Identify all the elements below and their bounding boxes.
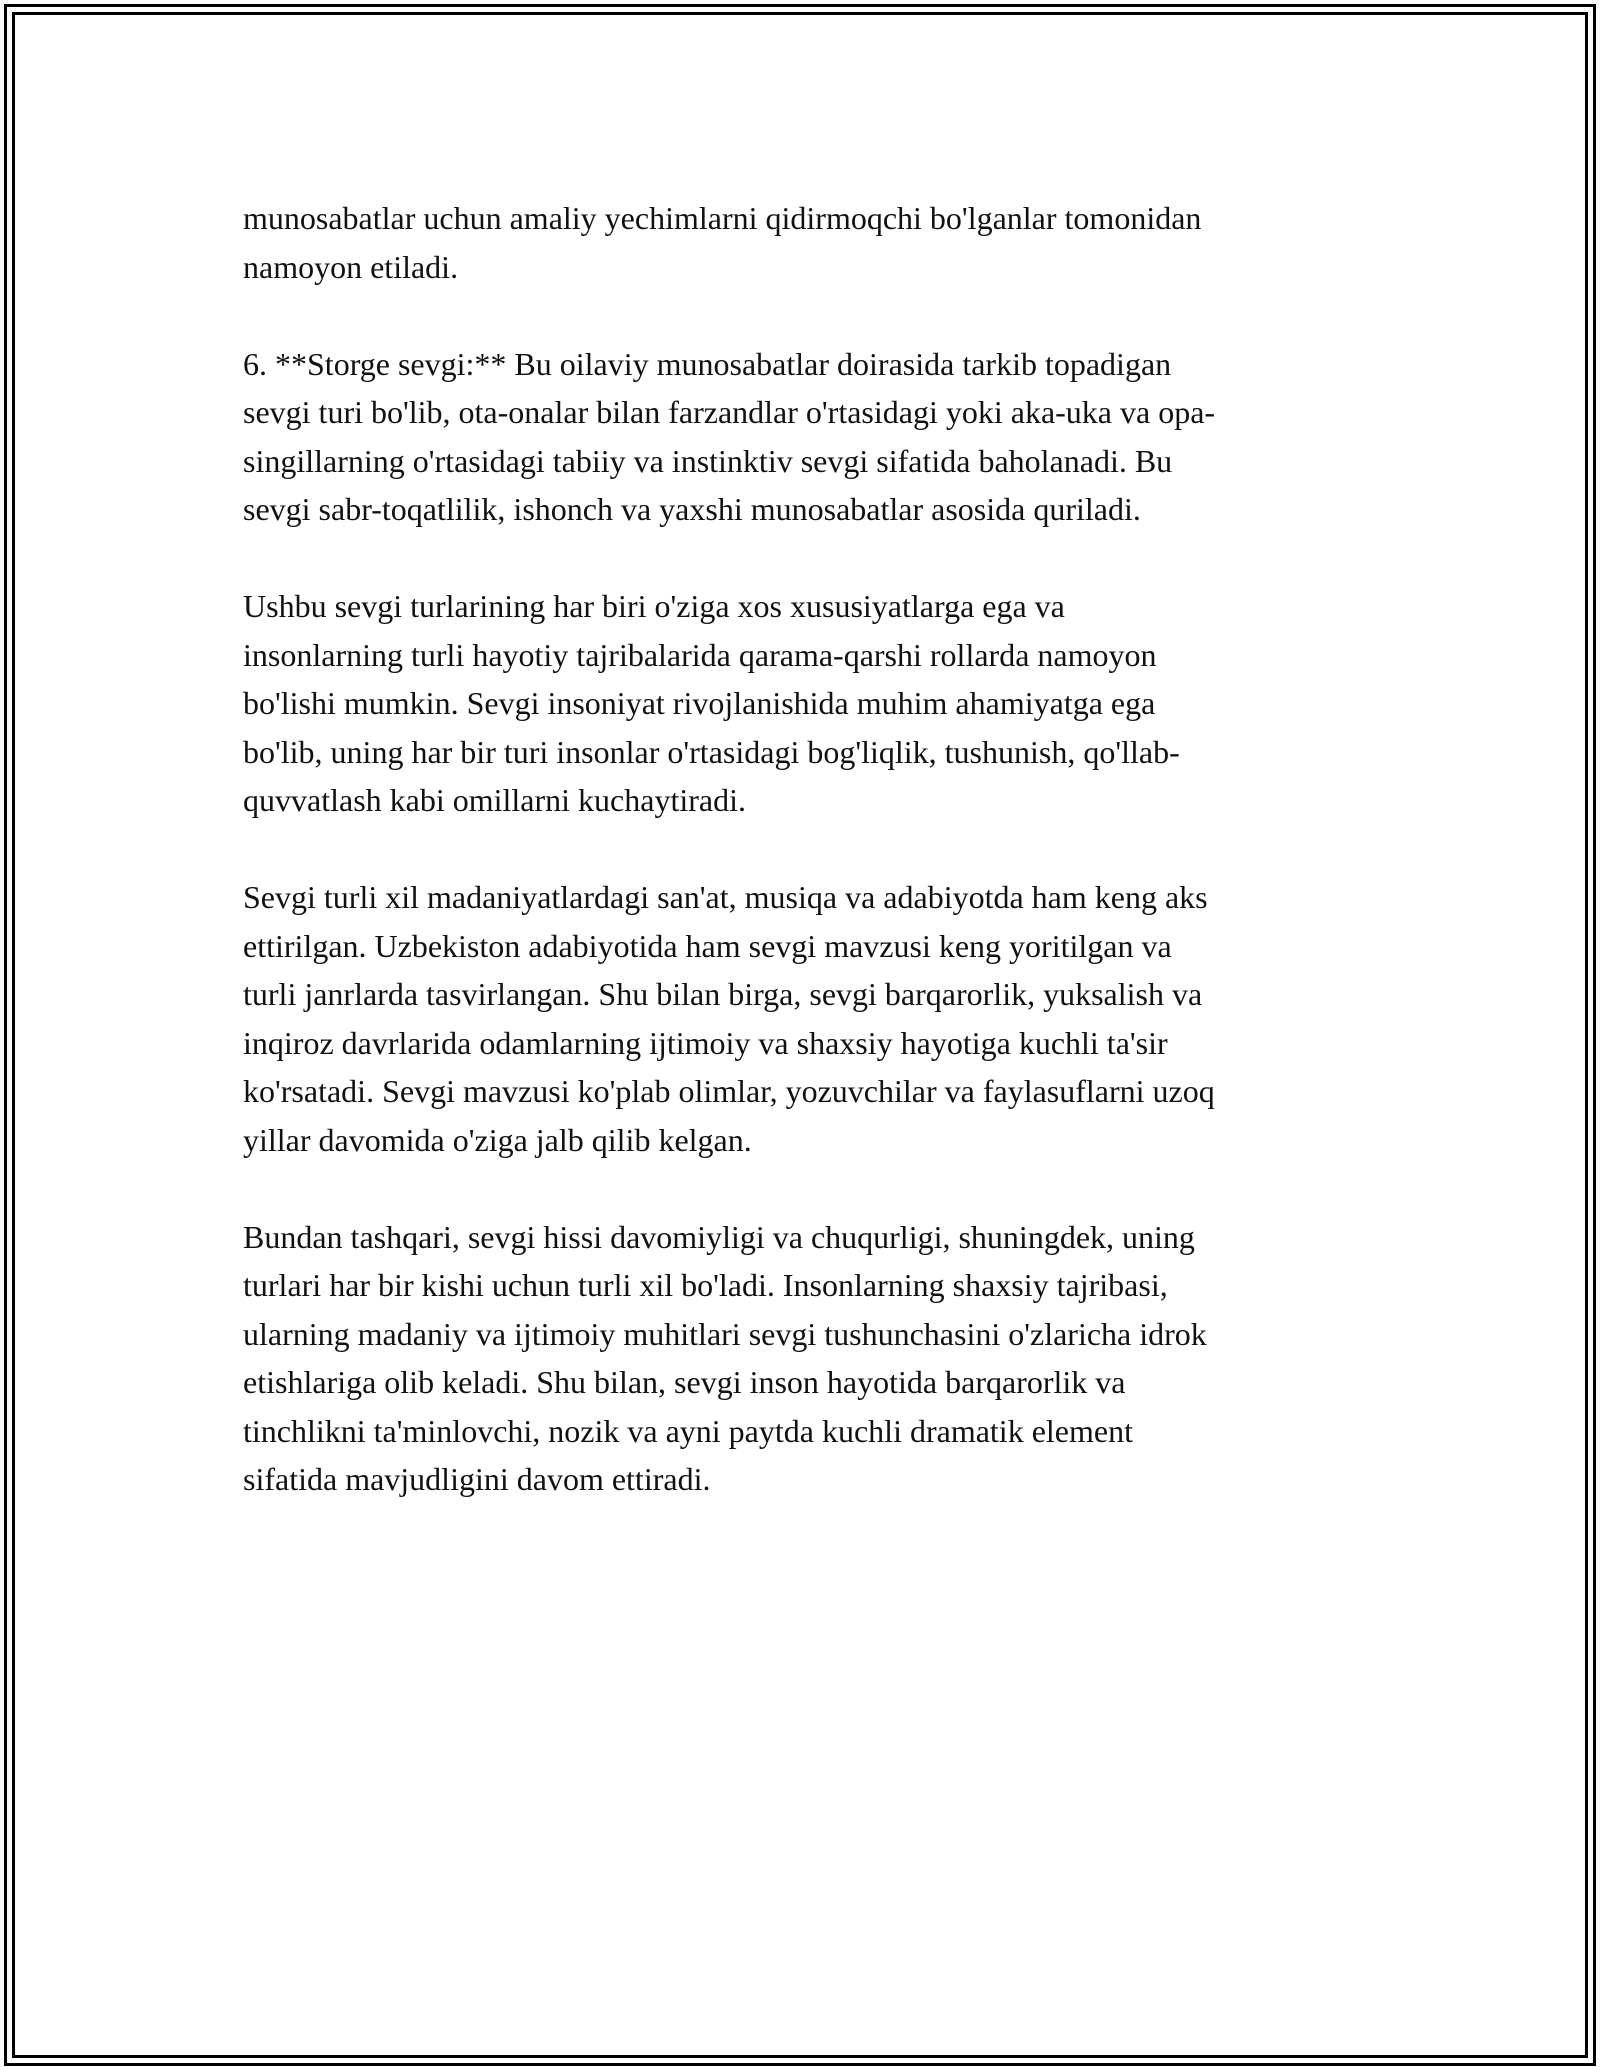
text-line: insonlarning turli hayotiy tajribalarida qarama-qarshi rollarda namoyon <box>243 636 1157 673</box>
text-line: ularning madaniy va ijtimoiy muhitlari sevgi tushunchasini o'zlaricha idrok <box>243 1315 1207 1352</box>
paragraph-spacer <box>243 1164 1367 1213</box>
text-line: singillarning o'rtasidagi tabiiy va instinktiv sevgi sifatida baholanadi. Bu <box>243 442 1173 479</box>
text-line: Bundan tashqari, sevgi hissi davomiyligi va chuqurligi, shuningdek, uning <box>243 1218 1195 1255</box>
paragraph <box>243 194 1367 291</box>
text-line: ko'rsatadi. Sevgi mavzusi ko'plab olimlar, yozuvchilar va faylasuflarni uzoq <box>243 1073 1215 1109</box>
document-text <box>243 194 1367 1504</box>
text-line: munosabatlar uchun amaliy yechimlarni qidirmoqchi bo'lganlar tomonidan <box>243 200 1202 236</box>
text-line: Sevgi turli xil madaniyatlardagi san'at, musiqa va adabiyotda ham keng aks <box>243 879 1208 915</box>
page-border <box>4 4 1596 2066</box>
text-line: Ushbu sevgi turlarining har biri o'ziga xos xususiyatlarga ega va <box>243 588 1065 624</box>
paragraph <box>243 582 1367 825</box>
text-line: inqiroz davrlarida odamlarning ijtimoiy va shaxsiy hayotiga kuchli ta'sir <box>243 1024 1168 1061</box>
text-line: bo'lishi mumkin. Sevgi insoniyat rivojlanishida muhim ahamiyatga ega <box>243 685 1156 721</box>
paragraph-spacer <box>243 291 1367 340</box>
text-line: sifatida mavjudligini davom ettiradi. <box>243 1461 711 1497</box>
text-line: turlari har bir kishi uchun turli xil bo'ladi. Insonlarning shaxsiy tajribasi, <box>243 1267 1168 1303</box>
paragraph <box>243 340 1367 534</box>
text-line: namoyon etiladi. <box>243 248 459 285</box>
text-line: sevgi sabr-toqatlilik, ishonch va yaxshi munosabatlar asosida quriladi. <box>243 491 1141 527</box>
text-line: 6. **Storge sevgi:** Bu oilaviy munosabatlar doirasida tarkib topadigan <box>243 345 1172 382</box>
text-line: yillar davomida o'ziga jalb qilib kelgan. <box>243 1121 752 1158</box>
paragraph-spacer <box>243 534 1367 583</box>
paragraph <box>243 873 1367 1164</box>
text-line: turli janrlarda tasvirlangan. Shu bilan birga, sevgi barqarorlik, yuksalish va <box>243 976 1203 1012</box>
text-line: tinchlikni ta'minlovchi, nozik va ayni paytda kuchli dramatik element <box>243 1412 1133 1449</box>
text-line: quvvatlash kabi omillarni kuchaytiradi. <box>243 782 746 818</box>
text-line: bo'lib, uning har bir turi insonlar o'rtasidagi bog'liqlik, tushunish, qo'llab- <box>243 733 1180 770</box>
text-line: sevgi turi bo'lib, ota-onalar bilan farzandlar o'rtasidagi yoki aka-uka va opa- <box>243 394 1216 430</box>
paragraph-spacer <box>243 825 1367 874</box>
paragraph <box>243 1213 1367 1504</box>
text-line: etishlariga olib keladi. Shu bilan, sevgi inson hayotida barqarorlik va <box>243 1364 1126 1400</box>
text-line: ettirilgan. Uzbekiston adabiyotida ham sevgi mavzusi keng yoritilgan va <box>243 927 1172 964</box>
